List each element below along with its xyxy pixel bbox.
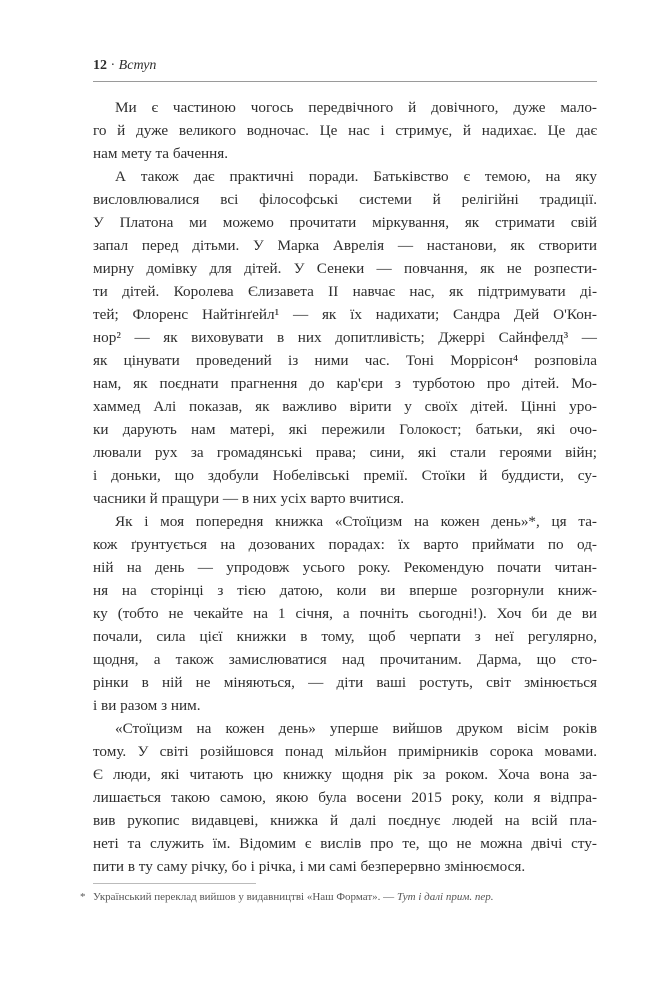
running-header xyxy=(93,58,597,74)
text-line: го й дуже великого водночас. Це нас і стримує, й надихає. Це дає xyxy=(93,122,597,139)
text-line: Як і моя попередня книжка «Стоїцизм на кожен день»*, ця та- xyxy=(115,513,597,530)
text-line: лишається такою самою, якою була восени 2015 року, коли я відпра- xyxy=(93,789,597,806)
text-line: лювали рух за громадянські права; сини, які стали героями війн; xyxy=(93,444,597,461)
text-line: ній на день — упродовж усього року. Рекомендую почати читан- xyxy=(93,559,597,576)
body-text xyxy=(93,96,597,878)
text-line: тому. У світі розійшовся понад мільйон примірників сорока мовами. xyxy=(93,743,597,760)
footnote-mark: * xyxy=(80,891,86,903)
text-line: ку (тобто не чекайте на 1 січня, а почніть сьогодні!). Хоч би де ви xyxy=(93,605,597,622)
paragraph xyxy=(93,165,597,510)
text-line: хаммед Алі показав, як важливо вірити у своїх дітей. Цінні уро- xyxy=(93,398,597,415)
header-separator: · xyxy=(107,58,119,73)
text-line: нор² — як виховувати в них допитливість; Джеррі Сайнфелд³ — xyxy=(93,329,597,346)
text-line: кож ґрунтується на дозованих порадах: їх варто приймати по од- xyxy=(93,536,597,553)
text-line: Ми є частиною чогось передвічного й довічного, дуже мало- xyxy=(115,99,597,116)
text-line: часники й пращури — в них усіх варто вчитися. xyxy=(93,490,404,507)
footnote xyxy=(80,891,600,903)
page-number: 12 xyxy=(93,58,107,73)
paragraph xyxy=(93,96,597,165)
footnote-rule xyxy=(93,883,256,884)
text-line: нам, як поєднати прагнення до кар'єри з турботою про дітей. Мо- xyxy=(93,375,597,392)
text-line: неті та служить їм. Відомим є вислів про те, що не можна двічі сту- xyxy=(93,835,597,852)
text-line: У Платона ми можемо прочитати міркування, як стримати свій xyxy=(93,214,597,231)
text-line: як цінувати проведений із ними час. Тоні Моррісон⁴ розповіла xyxy=(93,352,597,369)
text-line: рінки в ній не міняються, — діти ваші ростуть, світ змінюється xyxy=(93,674,597,691)
text-line: нам мету та бачення. xyxy=(93,145,229,162)
text-line: тей; Флоренс Найтінґейл¹ — як їх надихати; Сандра Дей О'Кон- xyxy=(93,306,597,323)
footnote-text: Український переклад вийшов у видавництві «Наш Формат». — xyxy=(93,891,397,903)
paragraph xyxy=(93,717,597,878)
text-line: і доньки, що здобули Нобелівські премії. Стоїки й буддисти, су- xyxy=(93,467,597,484)
text-line: мирну домівку для дітей. У Сенеки — повчання, як не розпести- xyxy=(93,260,597,277)
text-line: ки дарують нам матері, які пережили Голокост; батьки, які очо- xyxy=(93,421,597,438)
text-line: А також дає практичні поради. Батьківство є темою, на яку xyxy=(115,168,597,185)
text-line: пити в ту саму річку, бо і річка, і ми самі безперервно змінюємося. xyxy=(93,858,526,875)
text-line: «Стоїцизм на кожен день» уперше вийшов друком вісім років xyxy=(115,720,597,737)
text-line: вив рукопис видавцеві, книжка й далі поєднує людей на всій пла- xyxy=(93,812,597,829)
text-line: і ви разом з ним. xyxy=(93,697,201,714)
header-rule xyxy=(93,81,597,82)
footnote-note: Тут і далі прим. пер. xyxy=(396,891,494,903)
text-line: запал перед дітьми. У Марка Аврелія — настанови, як створити xyxy=(93,237,597,254)
text-line: висловлювалися всі філософські системи й релігійні традиції. xyxy=(93,191,597,208)
paragraph xyxy=(93,510,597,717)
text-line: ня на сторінці з тією датою, коли ви вперше розгорнули книж- xyxy=(93,582,597,599)
text-line: щодня, а також замислюватися над прочитаним. Дарма, що сто- xyxy=(93,651,597,668)
text-line: почали, сила цієї книжки в тому, щоб черпати з неї регулярно, xyxy=(93,628,597,645)
text-line: Є люди, які читають цю книжку щодня рік за роком. Хоча вона за- xyxy=(93,766,597,783)
text-line: ти дітей. Королева Єлизавета II навчає нас, як підтримувати ді- xyxy=(93,283,597,300)
section-title: Вступ xyxy=(118,58,157,73)
